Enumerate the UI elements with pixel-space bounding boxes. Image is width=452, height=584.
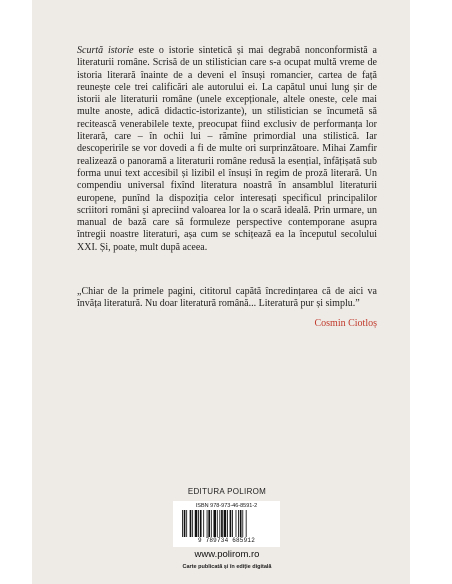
quote-author: Cosmin Ciotloș [314, 318, 377, 329]
isbn-number: ISBN 978-973-46-8591-2 [195, 503, 258, 509]
publisher-name: EDITURA POLIROM [187, 487, 267, 496]
description-text: este o istorie sintetică și mai degrabă nonconformistă a literaturii române. Scrisă de un stilistician care s-a ocupat multă vreme de istoria literară înainte de a deveni el însuși romancier, cartea de față reunește cele trei calificări ale autorului ei. La capătul unui lung șir de istorii ale literaturii române (unele excepționale, altele oneste, cele mai multe anoste, adică didactic-istorizante), un stilistician se încumetă să recitească venerabilele texte, preocupat fiind exclusiv de performanța lor literară, care – în ochii lui – rămîne primordial una stilistică. Iar descoperirile se vor dovedi a fi de multe ori surprinzătoare. Mihai Zamfir realizează o panoramă a literaturii române redusă la esențial, înfățișată sub forma unui text accesibil și lizibil el însuși în regim de proză literară. Un compendiu universal fixînd literatura noastră în ansamblul literaturii europene, punînd la dispoziția celor interesați specificul principalilor scriitori români și apreciind valoarea lor la o scară ideală. Prin urmare, un manual de bază care să formuleze perspective contemporane asupra întregii noastre literaturi, așa cum se schițează ea la începutul secolului XXI. Și, poate, mult după aceea. [77, 45, 377, 253]
review-quote: „Chiar de la primele pagini, cititorul capătă încredințarea că de aici va învăța literatură. Nu doar literatură română... Literatură pur și simplu.” [77, 286, 377, 310]
barcode-bars [180, 510, 274, 537]
barcode-number: 9 789734 685912 [197, 537, 255, 544]
digital-edition-note: Carte publicată și în ediție digitală [182, 564, 272, 570]
book-description [77, 45, 377, 254]
barcode [173, 501, 280, 547]
book-title: Scurtă istorie [77, 45, 134, 56]
publisher-website: www.polirom.ro [194, 549, 260, 560]
